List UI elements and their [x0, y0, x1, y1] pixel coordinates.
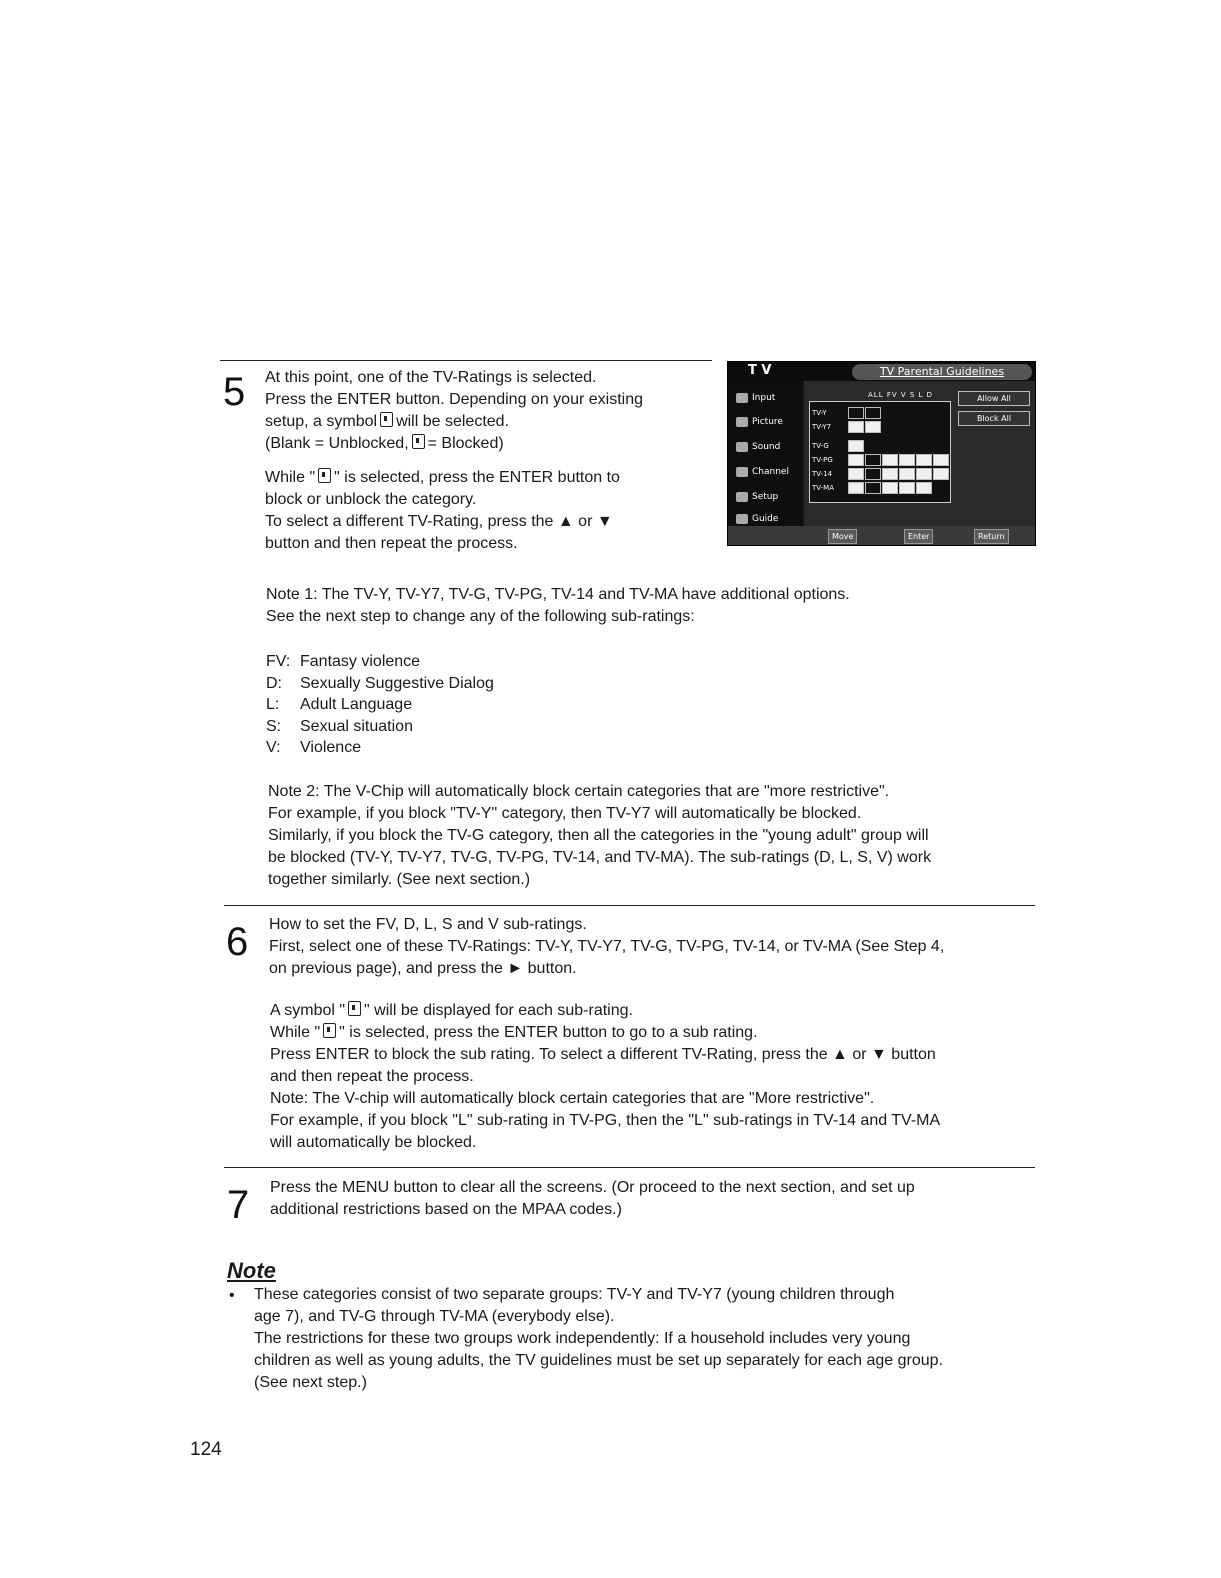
tv-topbar [728, 362, 1035, 381]
tv-menu-setup: Setup [736, 492, 778, 502]
tv-move-hint: Move [828, 529, 857, 544]
subrating-item: FV: Fantasy violence [266, 653, 421, 670]
tv-menu-input: Input [736, 393, 775, 403]
tv-menu-sound: Sound [736, 442, 780, 452]
note-text: These categories consist of two separate groups: TV-Y and TV-Y7 (young children through age 7), and TV-G through TV-MA (everybody else). The restrictions for these two groups work independently: If a household includes very young children as well as young adults, the TV guidelines must be set up separately for each age group. (See next step.) [254, 1286, 944, 1391]
setup-icon [736, 492, 748, 502]
lock-icon [318, 468, 331, 483]
note-bullet: • [229, 1287, 235, 1304]
picture-icon [736, 417, 748, 427]
step7-rule [224, 1167, 1035, 1168]
tv-title: T V [748, 363, 772, 378]
step5-rule [220, 360, 712, 361]
sound-icon [736, 442, 748, 452]
lock-icon [380, 412, 393, 427]
tv-menu-guide: Guide [736, 514, 778, 524]
subrating-item: V: Violence [266, 739, 362, 757]
tv-block-all-button: Block All [958, 411, 1030, 426]
tv-return-hint: Return [974, 529, 1009, 544]
step6-rule [224, 905, 1035, 906]
step6-details: A symbol " " will be displayed for each sub-rating. While " " is selected, press the ENTER button to go to a sub rating. Press ENTER to block the sub rating. To select a different TV-Rating, press the ▲ or ▼ button and then repeat the process. Note: The V-chip will automatically block certain categories that are "More restrictive". For example, if you block "L" sub-rating in TV-PG, then the "L" sub-ratings in TV-14 and TV-MA will automatically be blocked. [270, 1002, 941, 1151]
step6-intro: How to set the FV, D, L, S and V sub-ratings. First, select one of these TV-Ratings: TV-Y, TV-Y7, TV-G, TV-PG, TV-14, or TV-MA (See Step 4, on previous page), and press the ► button. [269, 916, 945, 977]
tv-bottombar [728, 526, 1035, 545]
tv-column-headers: ALL FV V S L D [868, 391, 934, 399]
subrating-list [266, 651, 494, 759]
tv-header: TV Parental Guidelines [852, 364, 1032, 380]
tv-panel [804, 381, 1035, 526]
tv-rating-row: TV-PG [812, 454, 950, 466]
step5-number: 5 [223, 370, 246, 414]
tv-allow-all-button: Allow All [958, 391, 1030, 406]
tv-rating-row: TV-MA [812, 482, 933, 494]
tv-menu-sidebar [728, 381, 803, 526]
lock-icon [412, 434, 425, 449]
page-number: 124 [190, 1439, 222, 1460]
note2: Note 2: The V-Chip will automatically block certain categories that are "more restrictive". For example, if you block "TV-Y" category, then TV-Y7 will automatically be blocked. Similarly, if you block the TV-G category, then all the categories in the "young adult" group will be blocked (TV-Y, TV-Y7, TV-G, TV-PG, TV-14, and TV-MA). The sub-ratings (D, L, S, V) work together similarly. (See next section.) [268, 783, 932, 888]
tv-menu-channel: Channel [736, 467, 789, 477]
input-icon [736, 393, 748, 403]
subrating-item: S: Sexual situation [266, 717, 413, 735]
tv-menu-picture: Picture [736, 417, 783, 427]
tv-rating-grid [809, 401, 951, 503]
note1: Note 1: The TV-Y, TV-Y7, TV-G, TV-PG, TV-14 and TV-MA have additional options. See the next step to change any of the following sub-ratings: [266, 586, 850, 625]
step5-text: At this point, one of the TV-Ratings is selected. Press the ENTER button. Depending on your existing setup, a symbol will be selected. (Blank = Unblocked, = Blocked) While " " is selected, press the ENTER button to block or unblock the category. To select a different TV-Rating, press the ▲ or ▼ button and then repeat the process. [265, 369, 643, 552]
tv-enter-hint: Enter [904, 529, 933, 544]
step7-number: 7 [227, 1183, 250, 1227]
subrating-item: L: Adult Language [266, 696, 413, 714]
note-heading: Note [227, 1258, 276, 1283]
channel-icon [736, 467, 748, 477]
tv-rating-row: TV-G [812, 440, 865, 452]
step7-text: Press the MENU button to clear all the screens. (Or proceed to the next section, and set up additional restrictions based on the MPAA codes.) [270, 1179, 915, 1218]
lock-icon [348, 1001, 361, 1016]
guide-icon [736, 514, 748, 524]
tv-rating-row: TV-Y [812, 407, 882, 419]
tv-parental-guidelines-screen [727, 361, 1036, 546]
subrating-item: D: Sexually Suggestive Dialog [266, 674, 494, 692]
tv-rating-row: TV-Y7 [812, 421, 882, 433]
lock-icon [323, 1023, 336, 1038]
tv-rating-row: TV-14 [812, 468, 950, 480]
step6-number: 6 [226, 920, 249, 964]
